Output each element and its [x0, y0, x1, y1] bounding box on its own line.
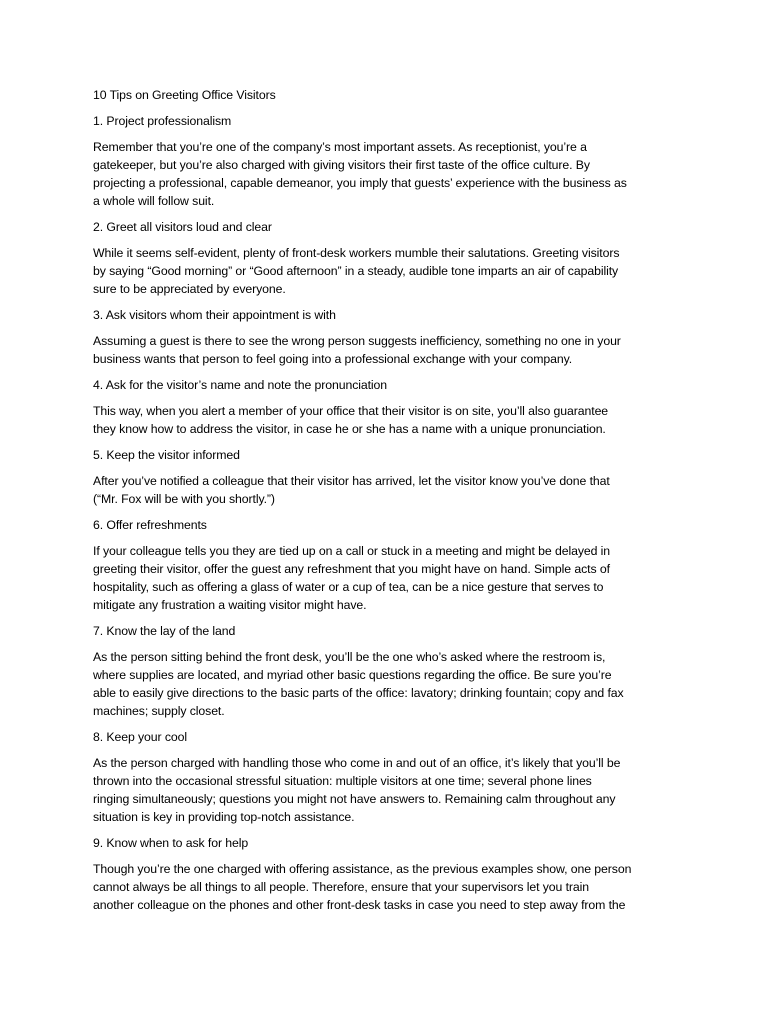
paragraph-line: situation is key in providing top-notch assistance. — [93, 810, 355, 824]
section-heading: 4. Ask for the visitor’s name and note the pronunciation — [93, 378, 388, 392]
document-page — [93, 86, 683, 922]
section-heading: 1. Project professionalism — [93, 114, 232, 128]
paragraph-line: Assuming a guest is there to see the wrong person suggests inefficiency, something no one in your — [93, 334, 621, 348]
section-paragraph — [93, 754, 683, 826]
paragraph-line: This way, when you alert a member of your office that their visitor is on site, you’ll also guarantee — [93, 404, 609, 418]
paragraph-line: Remember that you’re one of the company’s most important assets. As receptionist, you’re a — [93, 140, 587, 154]
section-paragraph — [93, 402, 683, 438]
paragraph-line: As the person charged with handling those who come in and out of an office, it’s likely that you’ll be — [93, 756, 621, 770]
paragraph-line: machines; supply closet. — [93, 704, 225, 718]
paragraph-line: While it seems self-evident, plenty of front-desk workers mumble their salutations. Greeting visitors — [93, 246, 620, 260]
paragraph-line: sure to be appreciated by everyone. — [93, 282, 286, 296]
paragraph-line: If your colleague tells you they are tied up on a call or stuck in a meeting and might be delayed in — [93, 544, 611, 558]
paragraph-line: ringing simultaneously; questions you might not have answers to. Remaining calm throughout any — [93, 792, 616, 806]
paragraph-line: gatekeeper, but you’re also charged with giving visitors their first taste of the office culture. By — [93, 158, 590, 172]
section-paragraph — [93, 860, 683, 914]
paragraph-line: As the person sitting behind the front desk, you’ll be the one who’s asked where the restroom is, — [93, 650, 606, 664]
section-heading: 6. Offer refreshments — [93, 518, 207, 532]
paragraph-line: After you’ve notified a colleague that their visitor has arrived, let the visitor know you’ve done that — [93, 474, 610, 488]
section-paragraph — [93, 472, 683, 508]
paragraph-line: where supplies are located, and myriad other basic questions regarding the office. Be sure you’re — [93, 668, 612, 682]
paragraph-line: thrown into the occasional stressful situation: multiple visitors at one time; several phone lines — [93, 774, 592, 788]
paragraph-line: Though you’re the one charged with offering assistance, as the previous examples show, one person — [93, 862, 632, 876]
paragraph-line: hospitality, such as offering a glass of water or a cup of tea, can be a nice gesture that serves to — [93, 580, 604, 594]
section-paragraph — [93, 542, 683, 614]
paragraph-line: another colleague on the phones and other front-desk tasks in case you need to step away from the — [93, 898, 626, 912]
document-sections — [93, 112, 683, 914]
paragraph-line: greeting their visitor, offer the guest any refreshment that you might have on hand. Simple acts of — [93, 562, 610, 576]
paragraph-line: projecting a professional, capable demeanor, you imply that guests’ experience with the business as — [93, 176, 627, 190]
section-paragraph — [93, 138, 683, 210]
section-paragraph — [93, 244, 683, 298]
document-title: 10 Tips on Greeting Office Visitors — [93, 88, 276, 102]
paragraph-line: (“Mr. Fox will be with you shortly.”) — [93, 492, 275, 506]
section-heading: 9. Know when to ask for help — [93, 836, 249, 850]
section-paragraph — [93, 648, 683, 720]
section-heading: 5. Keep the visitor informed — [93, 448, 240, 462]
paragraph-line: cannot always be all things to all people. Therefore, ensure that your supervisors let you train — [93, 880, 589, 894]
paragraph-line: by saying “Good morning” or “Good afternoon” in a steady, audible tone imparts an air of capability — [93, 264, 619, 278]
paragraph-line: a whole will follow suit. — [93, 194, 215, 208]
paragraph-line: mitigate any frustration a waiting visitor might have. — [93, 598, 367, 612]
paragraph-line: they know how to address the visitor, in case he or she has a name with a unique pronunciation. — [93, 422, 606, 436]
section-heading: 8. Keep your cool — [93, 730, 188, 744]
section-heading: 2. Greet all visitors loud and clear — [93, 220, 272, 234]
section-heading: 3. Ask visitors whom their appointment is with — [93, 308, 336, 322]
section-heading: 7. Know the lay of the land — [93, 624, 236, 638]
paragraph-line: able to easily give directions to the basic parts of the office: lavatory; drinking fountain; copy and fax — [93, 686, 624, 700]
section-paragraph — [93, 332, 683, 368]
paragraph-line: business wants that person to feel going into a professional exchange with your company. — [93, 352, 573, 366]
